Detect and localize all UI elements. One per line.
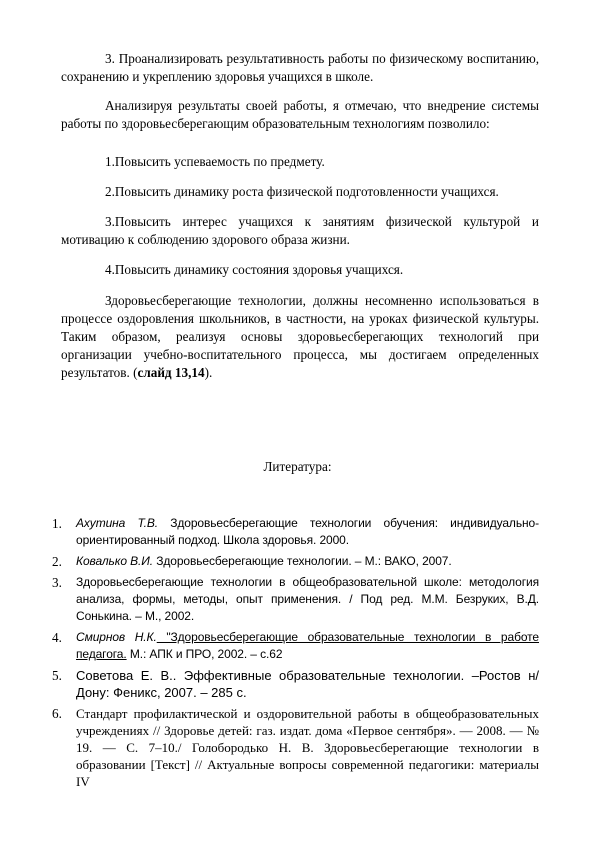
reference-body	[76, 515, 539, 549]
reference-body	[76, 629, 539, 663]
paragraph-result-1: 1.Повысить успеваемость по предмету.	[105, 154, 325, 169]
reference-text: Здоровьесберегающие технологии обучения: индивидуально-ориентированный подход. Школа здоровья. 2000.	[76, 516, 539, 547]
reference-body	[76, 553, 539, 570]
paragraph-result-4: 4.Повысить динамику состояния здоровья учащихся.	[105, 262, 404, 277]
reference-item	[52, 667, 539, 701]
reference-body	[76, 705, 539, 790]
reference-item	[52, 515, 539, 549]
reference-item	[52, 629, 539, 663]
reference-text: М.: АПК и ПРО, 2002. – с.62	[126, 647, 283, 661]
reference-number: 3.	[52, 575, 62, 590]
conclusion-end: ).	[204, 365, 213, 380]
paragraph-result-2: 2.Повысить динамику роста физической подготовленности учащихся.	[105, 184, 499, 199]
reference-number: 1.	[52, 516, 62, 531]
reference-author: Смирнов Н.К.	[76, 630, 157, 644]
paragraph-analysis-intro: Анализируя результаты своей работы, я отмечаю, что внедрение системы работы по здоровьесберегающим образовательным технологиям позволило:	[61, 98, 539, 131]
reference-title-underlined: "Здоровьесберегающие образовательные технологии в работе педагога.	[76, 630, 539, 661]
reference-number: 5.	[52, 668, 62, 683]
paragraph-result-3: 3.Повысить интерес учащихся к занятиям физической культурой и мотивацию к соблюдению здорового образа жизни.	[61, 214, 539, 247]
reference-body	[76, 574, 539, 625]
conclusion-text: Здоровьесберегающие технологии, должны несомненно использоваться в процессе оздоровления школьников, в частности, на уроках физической культуры. Таким образом, реализуя основы здоровьесберегающих технологий при организации учебно-воспитательного процесса, мы достигаем определенных результатов. (	[61, 293, 539, 380]
reference-number: 2.	[52, 554, 62, 569]
paragraph-conclusion	[61, 292, 539, 382]
reference-body	[76, 667, 539, 701]
references-list	[52, 515, 539, 794]
paragraph-task-3: 3. Проанализировать результативность работы по физическому воспитанию, сохранению и укреплению здоровья учащихся в школе.	[61, 51, 539, 84]
reference-item	[52, 705, 539, 790]
reference-item	[52, 553, 539, 570]
reference-item	[52, 574, 539, 625]
reference-author: Ахутина Т.В.	[76, 516, 158, 530]
reference-author: Ковалько В.И.	[76, 554, 153, 568]
reference-text: Стандарт профилактической и оздоровительной работы в общеобразовательных учреждениях // Здоровье детей: газ. издат. дома «Первое сентября». — 2008. — № 19. — С. 7–10./ Голобородько Н. В. Здоровьесберегающие технологии в образовании [Текст] // Актуальные вопросы современной педагогики: материалы IV	[76, 706, 539, 789]
literature-heading: Литература:	[263, 459, 332, 474]
slide-reference: слайд 13,14	[137, 365, 205, 380]
reference-text: Здоровьесберегающие технологии в общеобразовательной школе: методология анализа, формы, методы, опыт применения. / Под ред. М.М. Безруких, В.Д. Сонькина. – М., 2002.	[76, 575, 539, 623]
reference-text: Советова Е. В.. Эффективные образовательные технологии. –Ростов н/Дону: Феникс, 2007. – 285 с.	[76, 668, 539, 700]
reference-text: Здоровьесберегающие технологии. – М.: ВАКО, 2007.	[153, 554, 452, 568]
reference-number: 6.	[52, 706, 62, 721]
reference-number: 4.	[52, 630, 62, 645]
